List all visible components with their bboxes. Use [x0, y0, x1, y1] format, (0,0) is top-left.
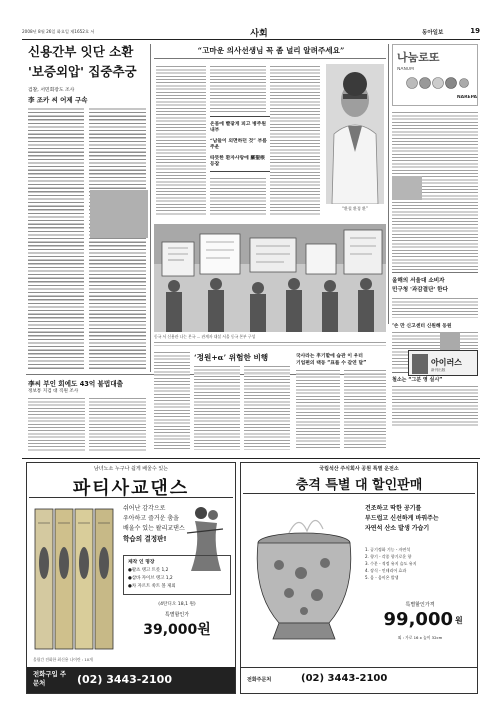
- interview-body-col-1: [156, 64, 206, 216]
- humidifier-price: 99,000: [383, 609, 453, 630]
- book-cover-icon: [412, 354, 428, 374]
- mid-story-body-2: [244, 364, 290, 450]
- feature-1: 1. 공기정화 기능 - 자연석: [365, 547, 411, 552]
- doctor-portrait-icon: [326, 64, 384, 204]
- humidifier-copy-3: 자연석 산소 발생 가습기: [365, 525, 430, 532]
- humidifier-ad: [240, 462, 478, 694]
- lotto-logo-title: 나눔로또: [397, 51, 440, 64]
- humidifier-features: [365, 547, 475, 595]
- ad-top-rule: [22, 458, 480, 459]
- humidifier-title: 충격 특별 대 할인판매: [295, 478, 423, 493]
- humidifier-phone[interactable]: (02) 3443-2100: [301, 673, 388, 684]
- humidifier-banner: 국립석산 주식회사 공원 특별 운전소: [319, 466, 399, 472]
- sidebar-brief-photo: [392, 176, 422, 200]
- feature-5: 5. 음 - 음이온 발생: [365, 575, 399, 580]
- pull-quote-2: “남들이 외면하던 것” 부름주운: [210, 138, 267, 150]
- feature-3: 3. 수분 - 적정 유지 습도 유지: [365, 561, 417, 566]
- book-ad: [408, 350, 478, 376]
- dance-copy-3: 배울수 있는 왈리교댄스: [123, 525, 185, 532]
- mid-story-body-3: [296, 368, 340, 450]
- interview-pull-quotes: [210, 116, 270, 172]
- dance-copy-1: 쉬어난 감각으로: [123, 505, 166, 512]
- mid-story-headline-3: 기업편의 택동 “표를 수 갈연 달”: [296, 361, 367, 366]
- lead-headline-2: '보증외압' 집중추궁: [28, 64, 137, 79]
- protest-photo: [154, 224, 386, 332]
- humidifier-size-note: 외 : 가로 16 x 높이 32cm: [397, 635, 443, 640]
- bottom-left-deck: 정보통 지검 대 직원 조사: [28, 389, 79, 394]
- sidebar-mug-photo: [440, 332, 460, 350]
- lotto-balls-icon: [405, 76, 469, 89]
- humidifier-pot: [249, 503, 359, 653]
- pull-quote-1: 온몸에 빨갛게 피고 병주원내부: [210, 121, 266, 133]
- mid-story: [154, 350, 386, 454]
- mid-story-body-1: [194, 364, 240, 450]
- bottom-left-headline: 李씨 부인 회에도 43억 불법대출: [28, 380, 124, 388]
- lotto-logo-sub: NANUM: [397, 67, 414, 72]
- lead-deck: 검찰, 서민회장도 조사: [28, 88, 75, 93]
- interview-title: “고마운 의사선생님 꼭 좀 널리 알려주세요”: [197, 46, 345, 55]
- lead-body-col-2: [89, 106, 146, 370]
- section-title: 사회: [250, 29, 268, 38]
- dance-item-2: ●삼바 자이브 탱고 1,2: [128, 576, 173, 581]
- bottom-left-body-1: [28, 396, 85, 452]
- paper-name: 동아일보: [422, 30, 444, 36]
- dance-price-label: 특별할인가: [164, 612, 190, 618]
- masthead-date: 2008년 8월 26일 화요일 제1652호 서: [22, 29, 95, 34]
- lead-body-col-1: [28, 106, 84, 370]
- sidebar-small-title: ‘손 만 신고센터 신원해 동원: [392, 324, 452, 329]
- interview-body-col-3: [210, 176, 266, 216]
- sidebar-promo-title: 철소는 “그분 영 실시”: [392, 377, 443, 383]
- dance-ad-banner: 남녀노소 누구나 쉽게 배울수 있는: [94, 466, 168, 472]
- bottom-left-story: [26, 378, 148, 454]
- doctor-photo: [326, 64, 384, 204]
- feature-4: 4. 장식 - 인테리어 효과: [365, 568, 407, 573]
- interview-body-col-2: [210, 64, 266, 114]
- lotto-logo-brand: NAREPA: [456, 95, 477, 100]
- humidifier-price-label: 특별할인가격: [405, 602, 435, 608]
- dance-copy-2: 우아하고 즐거운 춤을: [123, 515, 179, 522]
- dance-box-set: [33, 503, 117, 653]
- col-divider-1: [150, 44, 151, 372]
- dance-box-label: 제작 인 명장: [128, 560, 155, 565]
- dance-phone[interactable]: (02) 3443-2100: [77, 673, 172, 686]
- feature-2: 2. 향기 - 각종 향기로운 향: [365, 554, 412, 559]
- dance-ad: [26, 462, 236, 694]
- dance-item-1: ●왈츠 탱고 트롯 1,2: [128, 568, 169, 573]
- sidebar-title-2: 민구청 '과감결단' 한다: [392, 287, 448, 293]
- masthead-rule: [22, 39, 480, 40]
- mid-story-headline-2: 국사라는 후기할에 습관 이 우터: [296, 354, 363, 359]
- lead-deck-2: 李 조카 씨 어제 구속: [28, 96, 88, 104]
- mid-story-headline: ‘정원+α’ 위험한 비행: [194, 353, 269, 362]
- humidifier-copy-1: 건조하고 딱한 공기를: [365, 505, 422, 512]
- dance-ad-title: 파티사교댄스: [72, 478, 190, 499]
- mid-story-body-4: [344, 368, 386, 450]
- pull-quote-3: 따뜻한 환자사랑에 羅聖根 등잡: [210, 155, 265, 167]
- book-ad-title: 아이러스: [431, 358, 462, 367]
- doctor-photo-caption: “환철 환경 환”: [341, 206, 368, 211]
- book-ad-tag: 新刊出版: [431, 368, 446, 372]
- protest-photo-caption: 동국 서 신용관 나는 본국 ... 관계자 대설 서울 동국 본부 구성: [154, 334, 256, 339]
- dance-price: 39,000원: [143, 622, 211, 638]
- humidifier-price-unit: 원: [455, 616, 463, 625]
- mid-story-lead-col: [154, 350, 190, 450]
- sidebar-body: [392, 296, 478, 318]
- dance-list-price: (4탄디오 18,1 원): [158, 602, 196, 607]
- page-number: 19: [470, 27, 480, 35]
- col-divider-2: [388, 44, 389, 324]
- dance-order-bar: [27, 667, 235, 693]
- masthead: [22, 26, 480, 38]
- bottom-left-body-2: [89, 396, 146, 452]
- left-inline-photo: [90, 190, 148, 238]
- humidifier-copy-2: 부드럽고 신선하게 바꿔주는: [365, 515, 439, 522]
- interview-body-col-4: [270, 64, 320, 216]
- dance-program-box: [123, 555, 231, 595]
- sidebar-promo-body: [392, 384, 478, 428]
- dance-order-label: 전화구입 주문처: [33, 670, 67, 687]
- dance-footer: 올립간 전화한 최신용 나이란 : 10개: [33, 657, 93, 662]
- protest-scene-icon: [154, 224, 386, 332]
- humidifier-order-label: 전화주문처: [247, 677, 272, 683]
- dance-item-3: ●차 자르트 쑥트 볼 제외: [128, 584, 176, 589]
- lotto-balls: [405, 75, 469, 89]
- protest-caption-lines: [154, 340, 386, 346]
- stone-pot-icon: [249, 503, 359, 653]
- humidifier-copy: [365, 503, 475, 543]
- sidebar-title-1: 올해의 서울대 소비자: [392, 278, 445, 284]
- dvd-box-set-icon: [33, 503, 117, 653]
- interview-feature: [154, 44, 386, 220]
- humidifier-order-bar: [241, 667, 477, 693]
- lotto-logo: [392, 44, 478, 106]
- lead-headline-1: 신용간부 잇단 소환: [28, 44, 134, 59]
- dance-copy-4: 학습의 결정판!: [123, 535, 167, 543]
